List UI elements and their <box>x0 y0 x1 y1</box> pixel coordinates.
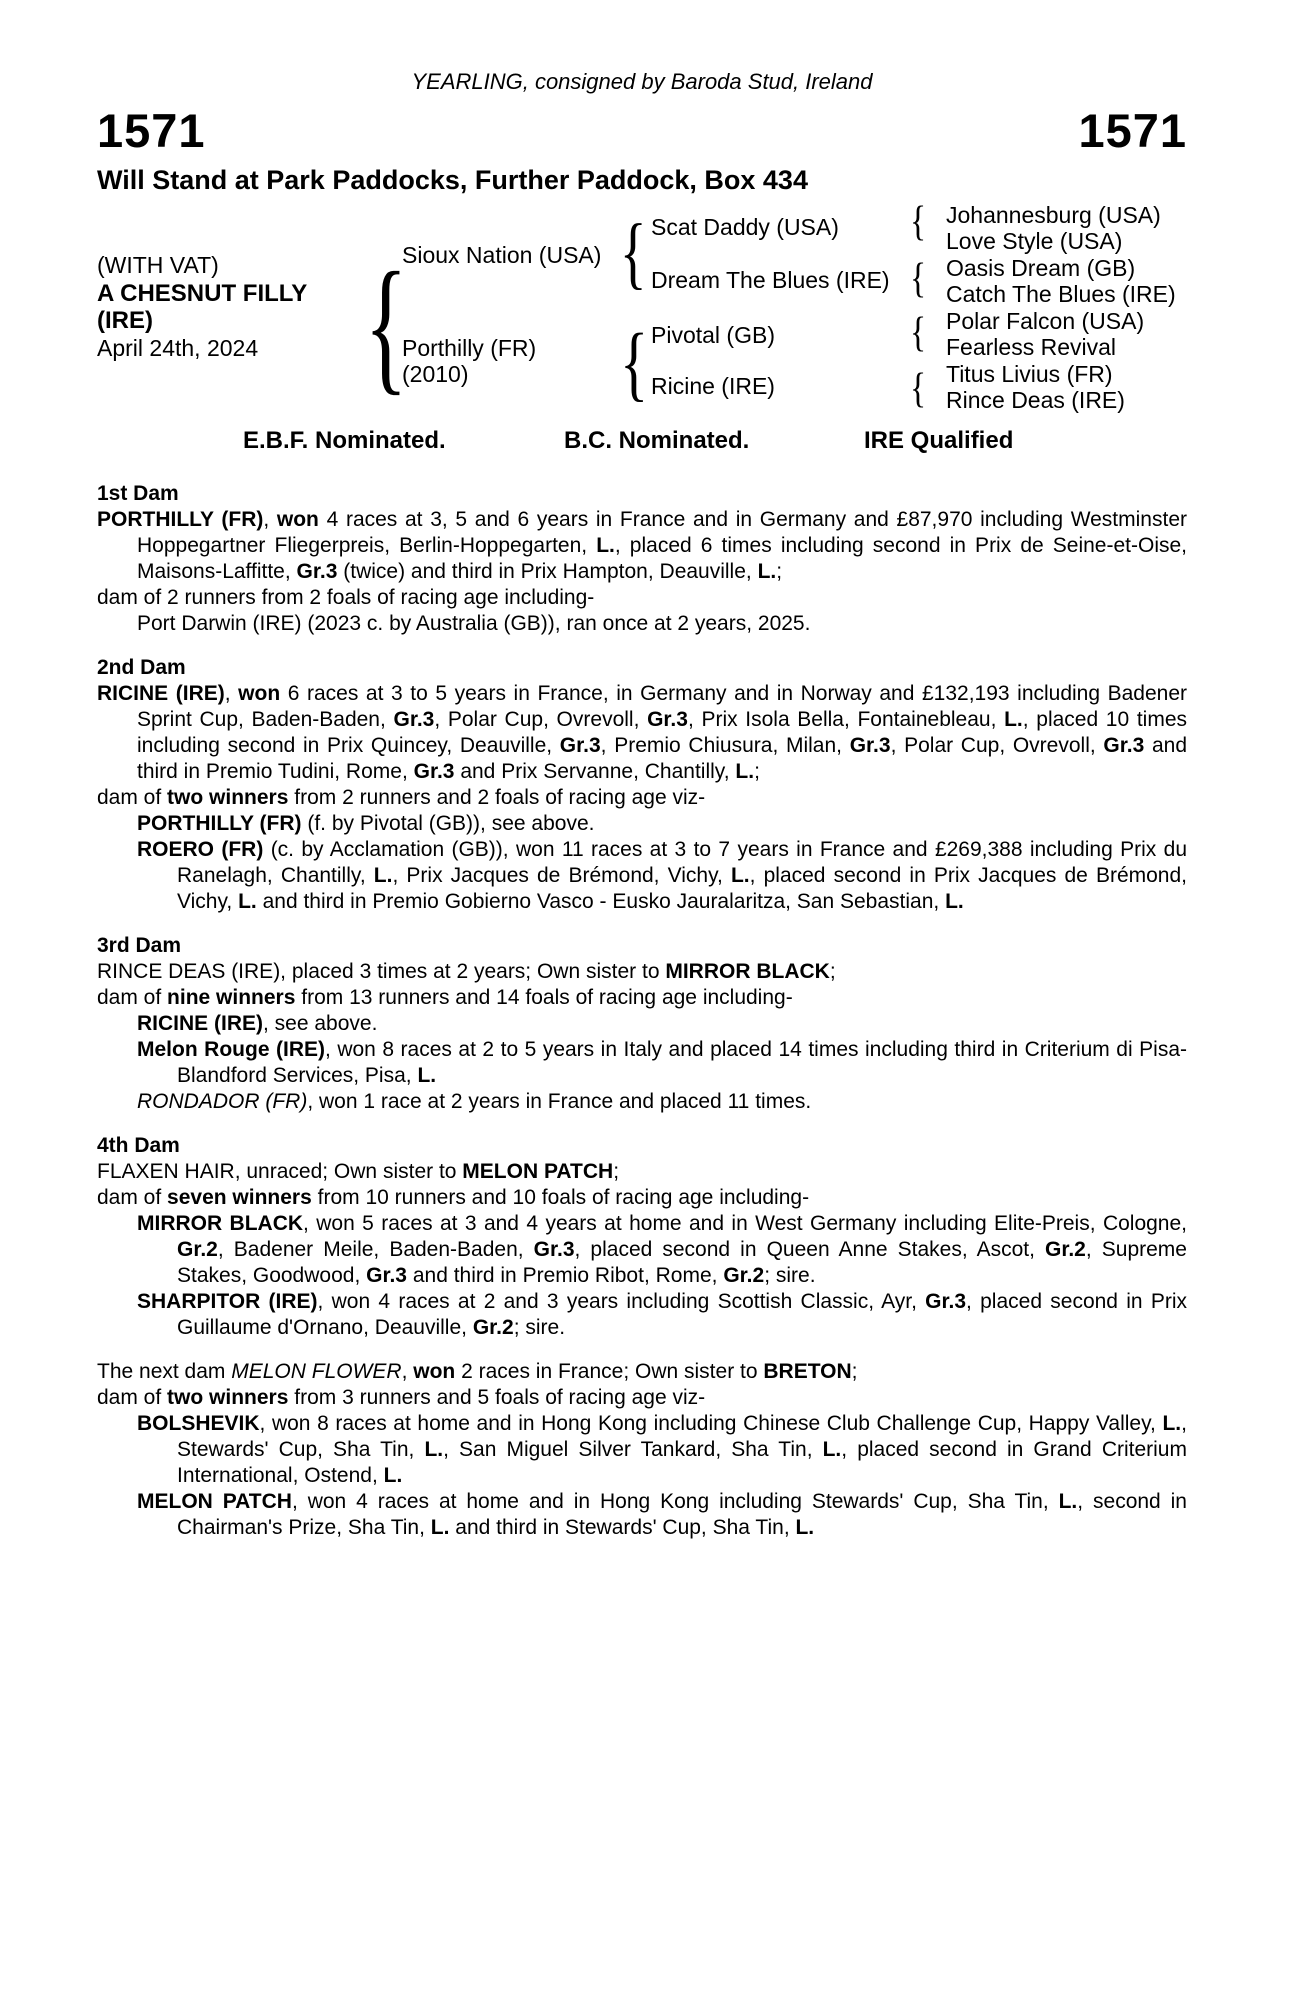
dam-record-flaxen-hair: FLAXEN HAIR, unraced; Own sister to MELON PATCH; <box>97 1160 620 1183</box>
horse-details-block <box>97 252 307 362</box>
produce-entry-sharpitor: SHARPITOR (IRE), won 4 races at 2 and 3 years including Scottish Classic, Ayr, Gr.3, placed second in Prix Guillaume d'Ornano, Deauville, Gr.2; sire. <box>137 1290 1187 1339</box>
gen3-name: Titus Livius (FR) <box>946 361 1113 387</box>
dam-year: (2010) <box>402 361 469 387</box>
vat-note: (WITH VAT) <box>97 252 219 278</box>
nominations-row <box>0 427 1315 457</box>
produce-entry-ricine: RICINE (IRE), see above. <box>137 1012 378 1035</box>
lot-number-right: 1571 <box>1078 104 1187 157</box>
produce-entry-mirror-black: MIRROR BLACK, won 5 races at 3 and 4 years at home and in West Germany including Elite-Preis, Cologne, Gr.2, Badener Meile, Baden-Baden, Gr.3, placed second in Queen Anne Stakes, Ascot, Gr.2, Supreme Stakes, Goodwood, Gr.3 and third in Premio Ribot, Rome, Gr.2; sire. <box>137 1212 1188 1287</box>
produce-entry-roero: ROERO (FR) (c. by Acclamation (GB)), won 11 races at 3 to 7 years in France and £269,388 including Prix du Ranelagh, Chantilly, L., Prix Jacques de Brémond, Vichy, L., placed second in Prix Jacques de Brémond, Vichy, L. and third in Premio Gobierno Vasco - Eusko Jauralaritza, San Sebastian, L. <box>137 838 1187 913</box>
section-header: 2nd Dam <box>97 656 186 679</box>
produce-summary: dam of two winners from 2 runners and 2 foals of racing age viz- <box>97 786 706 809</box>
produce-summary: dam of seven winners from 10 runners and 10 foals of racing age including- <box>97 1186 810 1209</box>
section-1st-dam <box>97 481 1187 637</box>
pedigree-brace-dam-icon: { <box>620 317 649 410</box>
dam-record-porthilly: PORTHILLY (FR), won 4 races at 3, 5 and 6 years in France and in Germany and £87,970 including Westminster Hoppegartner Fliegerpreis, Berlin-Hoppegarten, L., placed 6 times including second in Prix de Seine-et-Oise, Maisons-Laffitte, Gr.3 (twice) and third in Prix Hampton, Deauville, L.; <box>97 508 1187 583</box>
section-header: 1st Dam <box>97 482 179 505</box>
horse-country-suffix: (IRE) <box>97 307 153 334</box>
horse-name: A CHESNUT FILLY <box>97 279 308 307</box>
pedigree-brace-gen3-icon: { <box>910 256 927 302</box>
gen3-name: Fearless Revival <box>946 334 1116 360</box>
stand-location-line: Will Stand at Park Paddocks, Further Paddock, Box 434 <box>97 165 808 195</box>
gen3-name: Oasis Dream (GB) <box>946 255 1136 281</box>
section-header: 4th Dam <box>97 1134 180 1157</box>
grandsire-name: Scat Daddy (USA) <box>651 214 839 240</box>
pedigree-brace-gen3-icon: { <box>910 199 927 245</box>
ire-qualified: IRE Qualified <box>864 427 1014 454</box>
dam-name-block <box>402 335 536 387</box>
produce-summary: dam of two winners from 3 runners and 5 foals of racing age viz- <box>97 1386 706 1409</box>
second-dam-name: Ricine (IRE) <box>651 373 775 399</box>
section-3rd-dam <box>97 933 1187 1115</box>
sire-name: Sioux Nation (USA) <box>402 242 602 268</box>
pedigree-chart <box>0 0 1315 480</box>
dam-record-melon-flower: The next dam MELON FLOWER, won 2 races in France; Own sister to BRETON; <box>97 1360 858 1383</box>
damsire-name: Pivotal (GB) <box>651 322 775 348</box>
ebf-nomination: E.B.F. Nominated. <box>243 427 446 454</box>
dam-record-ricine: RICINE (IRE), won 6 races at 3 to 5 years in France, in Germany and in Norway and £132,193 including Badener Sprint Cup, Baden-Baden, Gr.3, Polar Cup, Ovrevoll, Gr.3, Prix Isola Bella, Fontainebleau, L., placed 10 times including second in Prix Quincey, Deauville, Gr.3, Premio Chiusura, Milan, Gr.3, Polar Cup, Ovrevoll, Gr.3 and third in Premio Tudini, Rome, Gr.3 and Prix Servanne, Chantilly, L.; <box>97 682 1188 783</box>
pedigree-brace-gen1-icon: { <box>364 242 408 408</box>
foal-date: April 24th, 2024 <box>97 334 259 361</box>
section-next-dam <box>97 1359 1187 1541</box>
pedigree-brace-sire-icon: { <box>619 209 647 297</box>
section-header: 3rd Dam <box>97 934 182 957</box>
produce-entry-rondador: RONDADOR (FR), won 1 race at 2 years in France and placed 11 times. <box>137 1090 812 1113</box>
bc-nomination: B.C. Nominated. <box>564 427 750 454</box>
gen3-name: Johannesburg (USA) <box>946 202 1161 228</box>
pedigree-text <box>97 481 1187 1541</box>
granddam-name: Dream The Blues (IRE) <box>651 267 890 293</box>
gen3-name: Polar Falcon (USA) <box>946 308 1145 334</box>
produce-entry-melon-patch: MELON PATCH, won 4 races at home and in Hong Kong including Stewards' Cup, Sha Tin, L., second in Chairman's Prize, Sha Tin, L. and third in Stewards' Cup, Sha Tin, L. <box>137 1490 1187 1539</box>
dam-record-rince-deas: RINCE DEAS (IRE), placed 3 times at 2 years; Own sister to MIRROR BLACK; <box>97 960 836 983</box>
produce-entry-port-darwin: Port Darwin (IRE) (2023 c. by Australia (GB)), ran once at 2 years, 2025. <box>137 612 811 635</box>
produce-summary: dam of nine winners from 13 runners and 14 foals of racing age including- <box>97 986 793 1009</box>
gen3-pair <box>946 202 1161 254</box>
section-2nd-dam <box>97 655 1187 915</box>
gen3-pair <box>946 361 1125 413</box>
produce-entry-bolshevik: BOLSHEVIK, won 8 races at home and in Hong Kong including Chinese Club Challenge Cup, Happy Valley, L., Stewards' Cup, Sha Tin, L., San Miguel Silver Tankard, Sha Tin, L., placed second in Grand Criterium International, Ostend, L. <box>137 1412 1187 1487</box>
consignor-line: YEARLING, consigned by Baroda Stud, Ireland <box>411 69 873 94</box>
produce-entry-melon-rouge: Melon Rouge (IRE), won 8 races at 2 to 5 years in Italy and placed 14 times including third in Criterium di Pisa-Blandford Services, Pisa, L. <box>137 1038 1187 1087</box>
gen3-name: Catch The Blues (IRE) <box>946 281 1176 307</box>
produce-summary: dam of 2 runners from 2 foals of racing age including- <box>97 586 595 609</box>
gen3-pair <box>946 255 1176 307</box>
produce-entry-porthilly: PORTHILLY (FR) (f. by Pivotal (GB)), see above. <box>137 812 595 835</box>
pedigree-brace-gen3-icon: { <box>910 310 927 356</box>
section-4th-dam <box>97 1133 1187 1341</box>
gen3-name: Rince Deas (IRE) <box>946 387 1125 413</box>
lot-number-left: 1571 <box>97 104 206 157</box>
gen3-pair <box>946 308 1144 360</box>
pedigree-brace-gen3-icon: { <box>910 366 927 412</box>
gen3-name: Love Style (USA) <box>946 228 1123 254</box>
dam-name: Porthilly (FR) <box>402 335 537 361</box>
